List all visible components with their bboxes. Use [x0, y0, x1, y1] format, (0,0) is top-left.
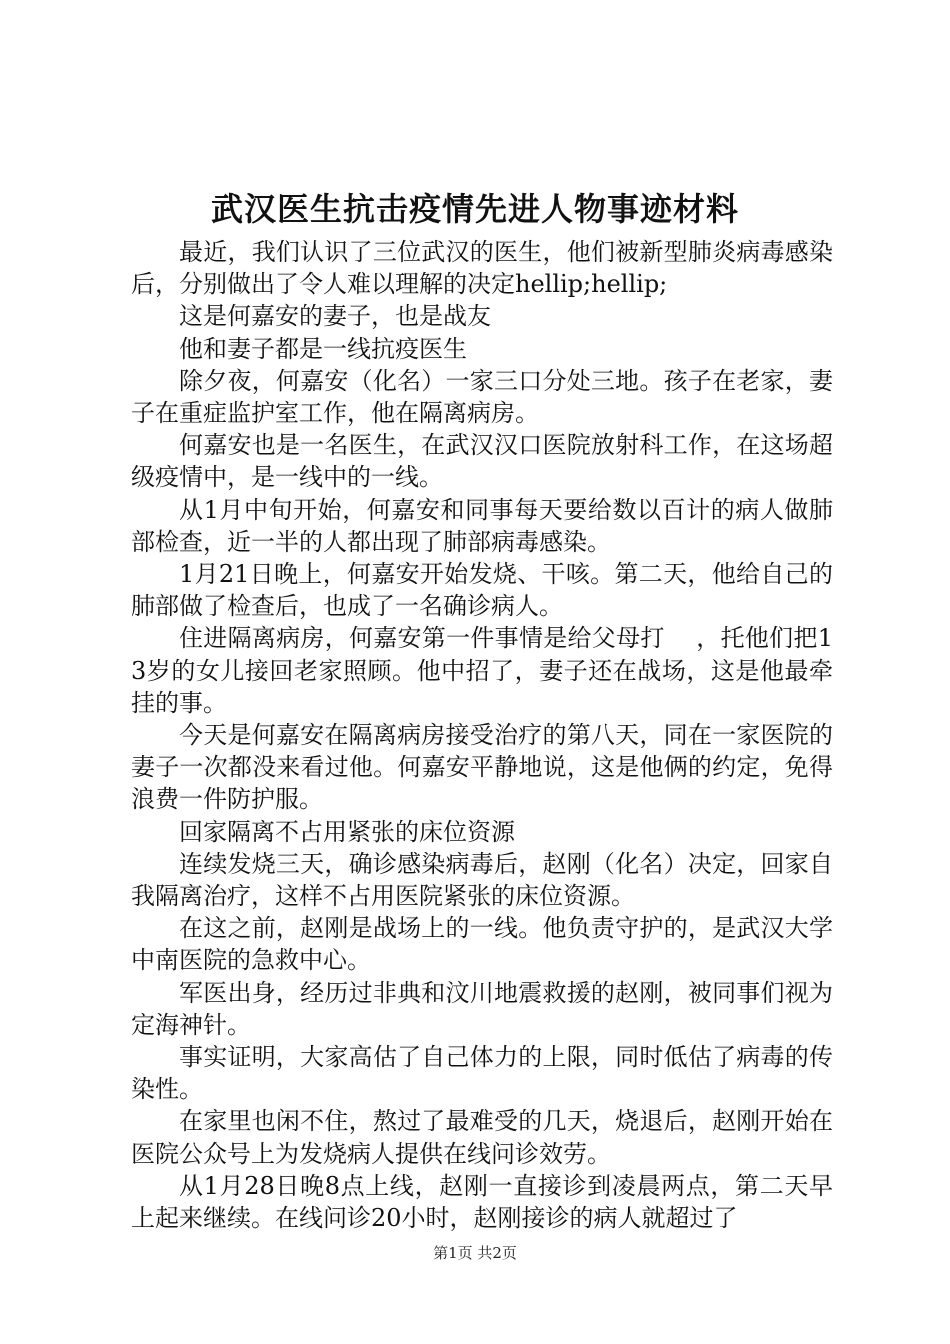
paragraph: 1月21日晚上，何嘉安开始发烧、干咳。第二天，他给自己的肺部做了检查后，也成了一名确诊病人。	[131, 560, 833, 621]
document-title: 武汉医生抗击疫情先进人物事迹材料	[210, 190, 739, 228]
paragraph: 从1月中旬开始，何嘉安和同事每天要给数以百计的病人做肺部检查，近一半的人都出现了肺部病毒感染。	[131, 495, 833, 556]
document-body	[131, 236, 833, 1234]
paragraph: 何嘉安也是一名医生，在武汉汉口医院放射科工作，在这场超级疫情中，是一线中的一线。	[131, 431, 833, 492]
page-footer: 第1页 共2页	[433, 1244, 517, 1262]
paragraph: 除夕夜，何嘉安（化名）一家三口分处三地。孩子在老家，妻子在重症监护室工作，他在隔离病房。	[131, 366, 833, 428]
paragraph: 他和妻子都是一线抗疫医生	[179, 334, 467, 363]
paragraph: 最近，我们认识了三位武汉的医生，他们被新型肺炎病毒感染后，分别做出了令人难以理解的决定hellip;hellip;	[131, 238, 833, 299]
paragraph: 在家里也闲不住，熬过了最难受的几天，烧退后，赵刚开始在医院公众号上为发烧病人提供在线问诊效劳。	[131, 1107, 833, 1168]
paragraph: 军医出身，经历过非典和汶川地震救援的赵刚，被同事们视为定海神针。	[131, 978, 833, 1039]
paragraph: 这是何嘉安的妻子，也是战友	[179, 302, 491, 331]
paragraph: 从1月28日晚8点上线，赵刚一直接诊到凌晨两点，第二天早上起来继续。在线问诊20小时，赵刚接诊的病人就超过了	[131, 1171, 833, 1233]
paragraph: 事实证明，大家高估了自己体力的上限，同时低估了病毒的传染性。	[131, 1043, 833, 1104]
paragraph: 在这之前，赵刚是战场上的一线。他负责守护的，是武汉大学中南医院的急救中心。	[131, 914, 833, 975]
paragraph: 连续发烧三天，确诊感染病毒后，赵刚（化名）决定，回家自我隔离治疗，这样不占用医院紧张的床位资源。	[131, 849, 833, 911]
paragraph: 今天是何嘉安在隔离病房接受治疗的第八天，同在一家医院的妻子一次都没来看过他。何嘉安平静地说，这是他俩的约定，免得浪费一件防护服。	[131, 721, 833, 814]
paragraph: 住进隔离病房，何嘉安第一件事情是给父母打 ，托他们把13岁的女儿接回老家照顾。他中招了，妻子还在战场，这是他最牵挂的事。	[131, 624, 833, 717]
paragraph: 回家隔离不占用紧张的床位资源	[179, 817, 515, 846]
